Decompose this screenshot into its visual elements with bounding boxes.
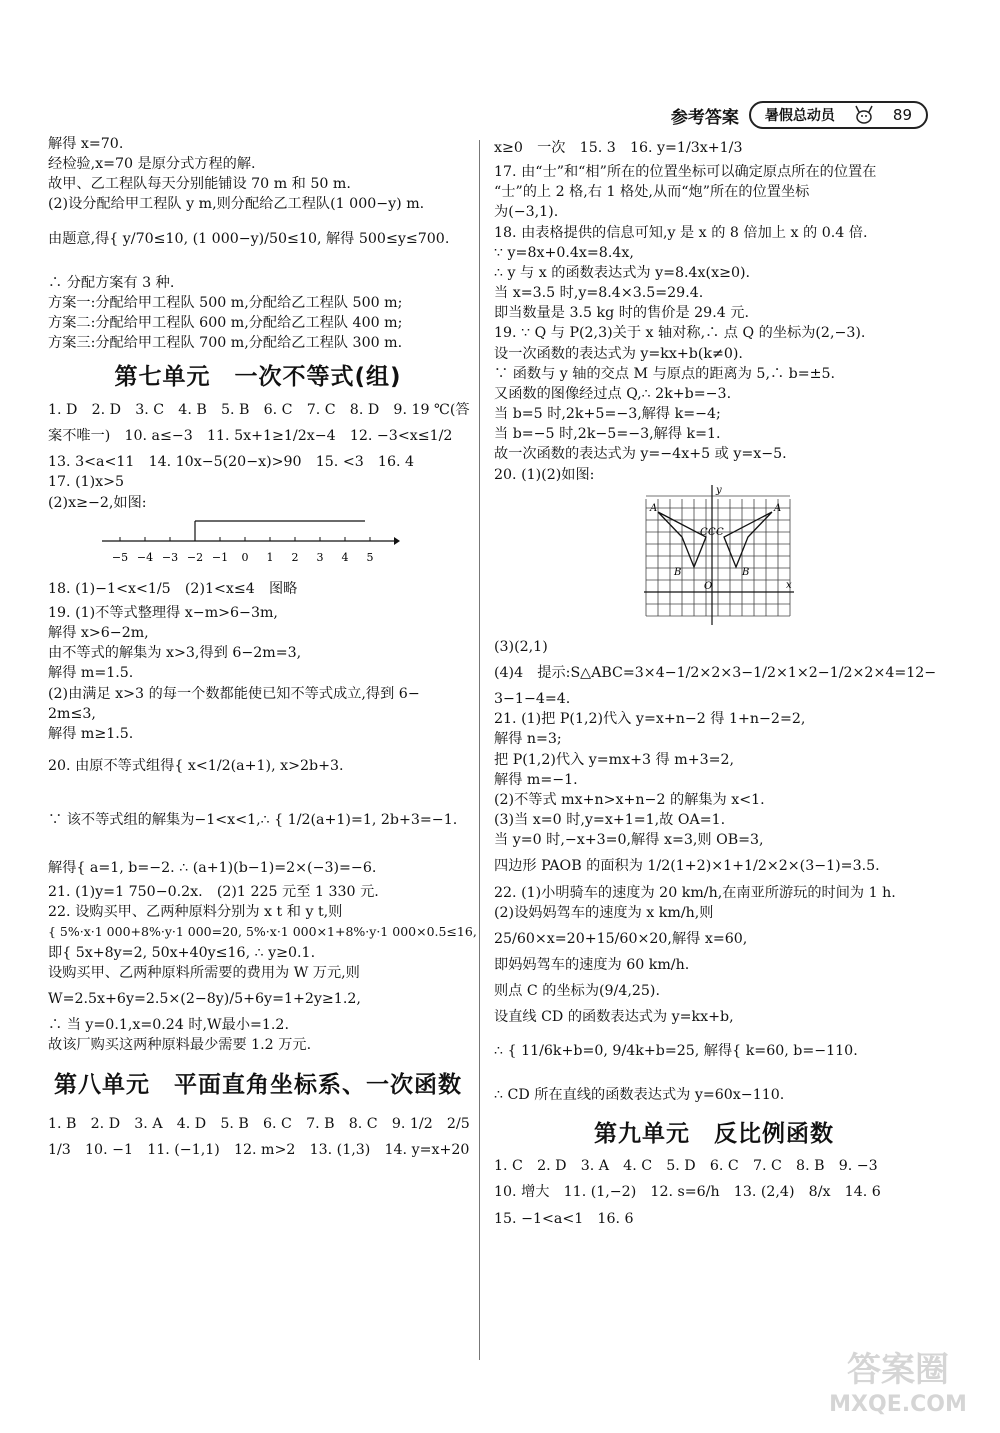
- answer-line: 方案三:分配给甲工程队 700 m,分配给乙工程队 300 m.: [48, 335, 403, 352]
- answer-line: 方案一:分配给甲工程队 500 m,分配给乙工程队 500 m;: [48, 294, 403, 311]
- answer-line: ∴ 分配方案有 3 种.: [48, 274, 175, 291]
- number-line-tick-label: 0: [241, 550, 249, 564]
- answer-line: 把 P(1,2)代入 y=mx+3 得 m+3=2,: [494, 751, 735, 768]
- answer-line: 解得 x>6−2m,: [48, 625, 149, 642]
- answer-line: ∴ CD 所在直线的函数表达式为 y=60x−110.: [494, 1087, 785, 1104]
- number-line-figure: [100, 513, 400, 569]
- label-y: y: [716, 484, 722, 496]
- answer-line: 由题意,得{ y/70≤10, (1 000−y)/50≤10, 解得 500≤y≤700.: [48, 230, 450, 247]
- answer-line: 设购买甲、乙两种原料所需要的费用为 W 万元,则: [48, 964, 360, 981]
- answer-line: 四边形 PAOB 的面积为 1/2(1+2)×1+1/2×2×(3−1)=3.5.: [494, 858, 880, 875]
- answer-line: ∵ 该不等式组的解集为−1<x<1,∴ { 1/2(a+1)=1, 2b+3=−1.: [48, 812, 458, 829]
- right-column: [494, 134, 937, 1229]
- answer-line: 18. (1)−1<x<1/5 (2)1<x≤4 图略: [48, 580, 298, 597]
- answer-line: 故该厂购买这两种原料最少需要 1.2 万元.: [48, 1037, 312, 1054]
- section-heading-unit8: 第八单元 平面直角坐标系、一次函数: [54, 1072, 462, 1099]
- number-line-tick-label: −5: [111, 550, 129, 564]
- coordinate-grid-figure: [644, 485, 794, 625]
- answer-line: ∵ 函数与 y 轴的交点 M 与原点的距离为 5,∴ b=±5.: [494, 365, 836, 382]
- answer-line: W=2.5x+6y=2.5×(2−8y)/5+6y=1+2y≥1.2,: [48, 990, 361, 1007]
- label-o: O: [704, 580, 713, 592]
- answer-line: 22. (1)小明骑车的速度为 20 km/h,在南亚所游玩的时间为 1 h.: [494, 884, 896, 901]
- section-heading-unit7: 第七单元 一次不等式(组): [114, 364, 402, 391]
- label-b2: B: [742, 566, 750, 578]
- answer-line: 19. ∵ Q 与 P(2,3)关于 x 轴对称,∴ 点 Q 的坐标为(2,−3).: [494, 325, 866, 342]
- left-column: [48, 134, 477, 1160]
- answer-line: 设一次函数的表达式为 y=kx+b(k≠0).: [494, 345, 743, 362]
- answer-line: 解得 m=−1.: [494, 771, 578, 788]
- label-x: x: [786, 579, 792, 591]
- watermark-line1: 答案圈: [847, 1350, 949, 1390]
- answer-line: 经检验,x=70 是原分式方程的解.: [48, 156, 256, 173]
- label-c2: C: [708, 526, 716, 538]
- mascot-icon: [851, 105, 877, 125]
- answer-line: 15. −1<a<1 16. 6: [494, 1210, 634, 1227]
- answer-line: 由不等式的解集为 x>3,得到 6−2m=3,: [48, 645, 302, 662]
- page-header: [671, 100, 928, 130]
- answer-line: ∴ { 11/6k+b=0, 9/4k+b=25, 解得{ k=60, b=−110.: [494, 1043, 858, 1060]
- number-line-tick-label: 1: [266, 550, 274, 564]
- answer-line: 20. (1)(2)如图:: [494, 466, 595, 483]
- answer-line: ∴ y 与 x 的函数表达式为 y=8.4x(x≥0).: [494, 264, 751, 281]
- label-b: B: [674, 566, 682, 578]
- answer-line: 当 b=5 时,2k+5=−3,解得 k=−4;: [494, 406, 721, 423]
- answer-line: (2)设分配给甲工程队 y m,则分配给乙工程队(1 000−y) m.: [48, 196, 425, 213]
- answer-line: 10. 增大 11. (1,−2) 12. s=6/h 13. (2,4) 8/x 14. 6: [494, 1184, 881, 1201]
- label-c3: C: [716, 526, 724, 538]
- number-line-tick-label: 2: [291, 550, 299, 564]
- answer-line: (2)设妈妈驾车的速度为 x km/h,则: [494, 904, 714, 921]
- answer-line: 解得 n=3;: [494, 731, 562, 748]
- answer-line: 解得 m≥1.5.: [48, 725, 134, 742]
- number-line-tick-label: −2: [186, 550, 204, 564]
- answer-line: 当 b=−5 时,2k−5=−3,解得 k=1.: [494, 426, 721, 443]
- answer-line: 则点 C 的坐标为(9/4,25).: [494, 983, 660, 1000]
- answer-line: 设直线 CD 的函数表达式为 y=kx+b,: [494, 1009, 734, 1026]
- answer-line: 18. 由表格提供的信息可知,y 是 x 的 8 倍加上 x 的 0.4 倍.: [494, 224, 868, 241]
- answer-line: 1/3 10. −1 11. (−1,1) 12. m>2 13. (1,3) 14. y=x+20: [48, 1142, 470, 1159]
- number-line-tick-label: −3: [161, 550, 179, 564]
- column-divider: [479, 140, 480, 1360]
- book-title: 暑假总动员: [764, 108, 835, 124]
- label-c: C: [700, 526, 708, 538]
- site-watermark: [808, 1341, 988, 1421]
- answer-line: 为(−3,1).: [494, 204, 559, 221]
- answer-line: 方案二:分配给甲工程队 600 m,分配给乙工程队 400 m;: [48, 314, 403, 331]
- answer-line: ∴ 当 y=0.1,x=0.24 时,W最小=1.2.: [48, 1017, 289, 1034]
- page-number: 89: [892, 106, 912, 124]
- header-pill: [749, 101, 928, 129]
- section-heading-unit9: 第九单元 反比例函数: [594, 1120, 834, 1147]
- answer-line: 当 y=0 时,−x+3=0,解得 x=3,则 OB=3,: [494, 832, 764, 849]
- answer-line: 25/60×x=20+15/60×20,解得 x=60,: [494, 930, 748, 947]
- answer-line: x≥0 一次 15. 3 16. y=1/3x+1/3: [494, 140, 743, 156]
- answer-line: 1. D 2. D 3. C 4. B 5. B 6. C 7. C 8. D 9. 19 ℃(答: [48, 401, 470, 418]
- number-line-tick-label: 5: [366, 550, 374, 564]
- answer-line: 又函数的图像经过点 Q,∴ 2k+b=−3.: [494, 385, 732, 402]
- header-title: 参考答案: [670, 107, 739, 128]
- answer-line: (3)当 x=0 时,y=x+1=1,故 OA=1.: [494, 812, 726, 829]
- answer-line: 20. 由原不等式组得{ x<1/2(a+1), x>2b+3.: [48, 758, 344, 775]
- answer-line: 21. (1)y=1 750−0.2x. (2)1 225 元至 1 330 元.: [48, 884, 379, 901]
- answer-line: 22. 设购买甲、乙两种原料分别为 x t 和 y t,则: [48, 904, 343, 921]
- label-a: A: [650, 502, 658, 514]
- answer-line: 即妈妈驾车的速度为 60 km/h.: [494, 957, 690, 973]
- answer-line: 即{ 5x+8y=2, 50x+40y≤16, ∴ y≥0.1.: [48, 944, 316, 961]
- number-line-tick-label: 3: [316, 550, 324, 564]
- answer-line: 故一次函数的表达式为 y=−4x+5 或 y=x−5.: [494, 446, 787, 463]
- watermark-line2: MXQE.COM: [829, 1392, 967, 1417]
- answer-line: (3)(2,1): [494, 638, 548, 655]
- answer-line: 13. 3<a<11 14. 10x−5(20−x)>90 15. <3 16. 4: [48, 454, 415, 471]
- answer-line: 1. B 2. D 3. A 4. D 5. B 6. C 7. B 8. C 9. 1/2 2/5: [48, 1116, 470, 1132]
- answer-line: { 5%·x·1 000+8%·y·1 000=20, 5%·x·1 000×1+8%·y·1 000×0.5≤16,: [48, 923, 477, 939]
- answer-line: (4)4 提示:S△ABC=3×4−1/2×2×3−1/2×1×2−1/2×2×4=12−: [494, 664, 937, 681]
- answer-line: 17. 由“士”和“相”所在的位置坐标可以确定原点所在的位置在: [494, 164, 877, 181]
- number-line-tick-label: −1: [211, 550, 229, 564]
- answer-line: ∵ y=8x+0.4x=8.4x,: [494, 244, 634, 261]
- number-line-tick-label: −4: [136, 550, 154, 564]
- answer-line: “士”的上 2 格,右 1 格处,从而“炮”所在的位置坐标: [494, 184, 810, 201]
- answer-line: 即当数量是 3.5 kg 时的售价是 29.4 元.: [494, 305, 749, 322]
- answer-line: 解得 m=1.5.: [48, 665, 134, 682]
- answer-line: 17. (1)x>5: [48, 474, 125, 491]
- answer-line: (2)不等式 mx+n>x+n−2 的解集为 x<1.: [494, 791, 765, 808]
- answer-line: 2m≤3,: [48, 705, 96, 722]
- answer-line: 故甲、乙工程队每天分别能铺设 70 m 和 50 m.: [48, 176, 351, 193]
- answer-line: 解得 x=70.: [48, 136, 124, 152]
- answer-line: 3−1−4=4.: [494, 691, 571, 708]
- answer-line: 当 x=3.5 时,y=8.4×3.5=29.4.: [494, 285, 704, 302]
- answer-line: 19. (1)不等式整理得 x−m>6−3m,: [48, 605, 278, 621]
- answer-line: 1. C 2. D 3. A 4. C 5. D 6. C 7. C 8. B 9. −3: [494, 1158, 878, 1175]
- answer-line: 解得{ a=1, b=−2. ∴ (a+1)(b−1)=2×(−3)=−6.: [48, 860, 377, 877]
- answer-line: 21. (1)把 P(1,2)代入 y=x+n−2 得 1+n−2=2,: [494, 711, 806, 728]
- number-line-tick-label: 4: [341, 550, 349, 564]
- answer-line: (2)x≥−2,如图:: [48, 494, 147, 511]
- answer-line: (2)由满足 x>3 的每一个数都能使已知不等式成立,得到 6−: [48, 685, 420, 702]
- label-a2: A: [774, 502, 782, 514]
- answer-line: 案不唯一) 10. a≤−3 11. 5x+1≥1/2x−4 12. −3<x≤1/2: [48, 428, 453, 445]
